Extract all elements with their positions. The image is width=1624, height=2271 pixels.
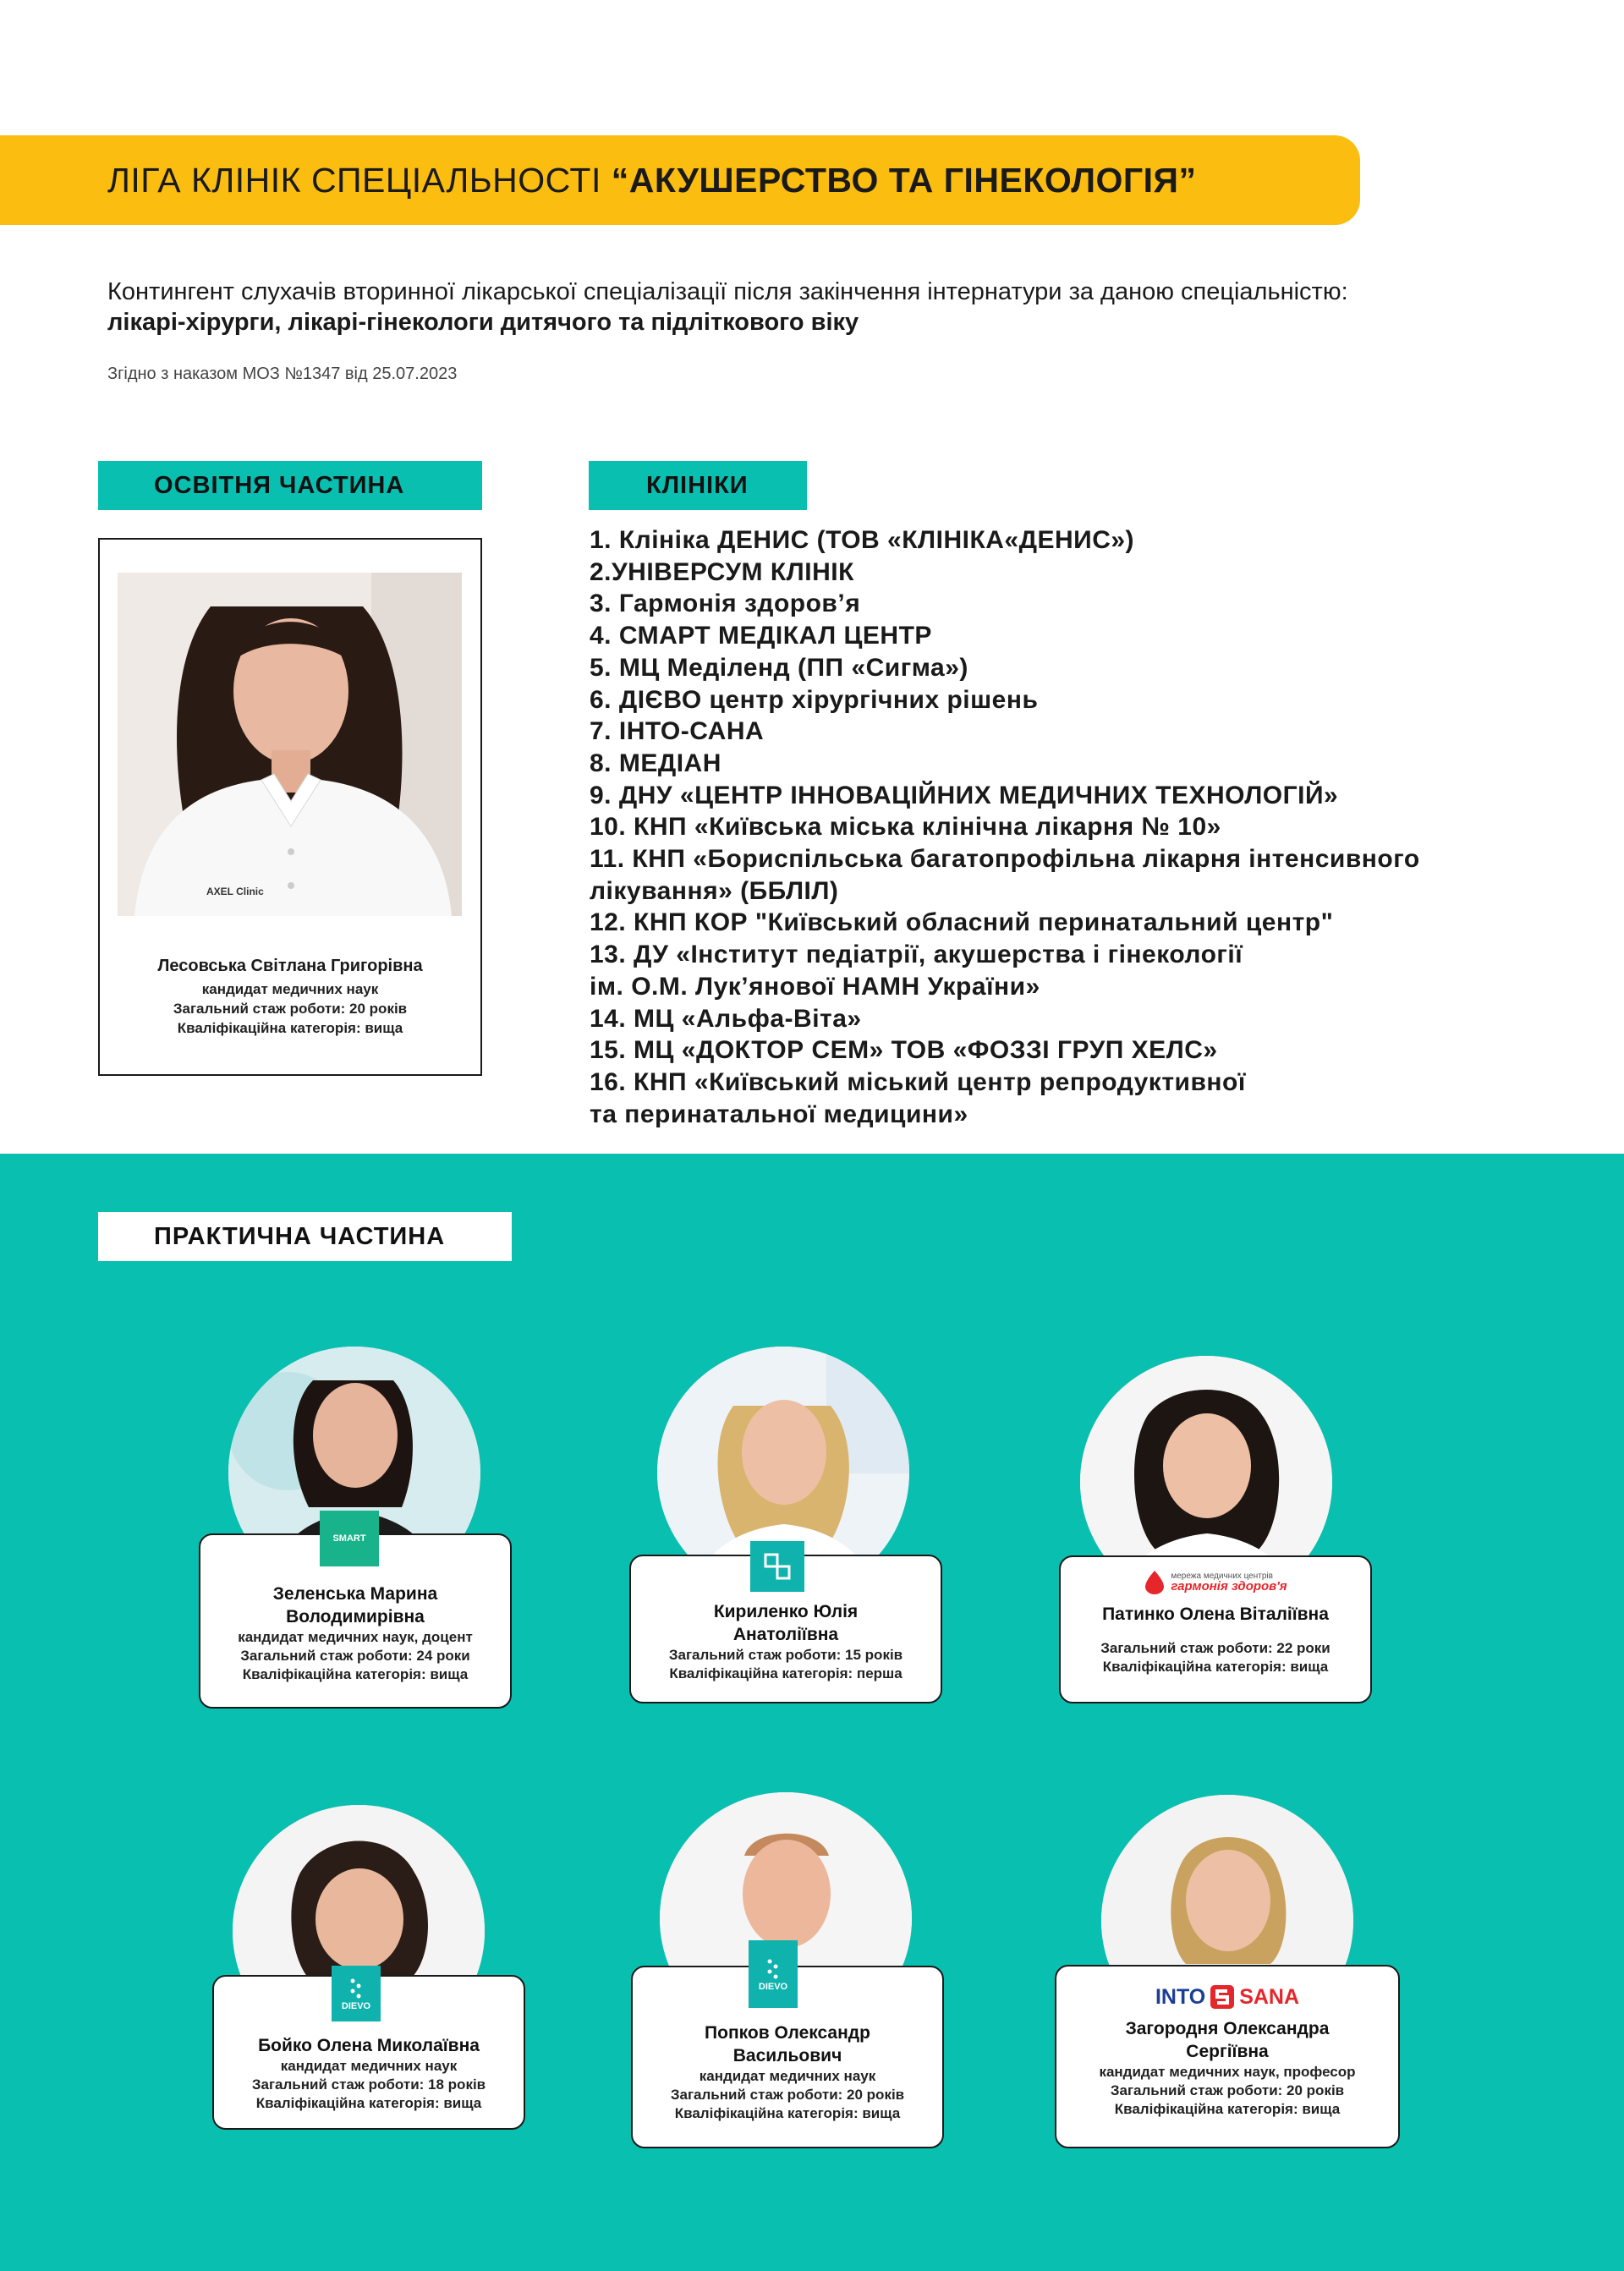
list-item: 4. СМАРТ МЕДІКАЛ ЦЕНТР bbox=[590, 622, 932, 650]
doctor-name: Володимирівна bbox=[286, 1607, 425, 1626]
dievo-logo bbox=[749, 1940, 798, 2008]
doctor-card-3 bbox=[1059, 1555, 1372, 1703]
garmonia-logo-text: гармонія здоров'я bbox=[1171, 1579, 1287, 1594]
dievo-logo-text: DIEVO bbox=[341, 2001, 371, 2011]
doctor-experience: Загальний стаж роботи: 20 років bbox=[1110, 2082, 1345, 2098]
education-doctor-name: Лесовська Світлана Григорівна bbox=[157, 957, 423, 975]
doctor-experience: Загальний стаж роботи: 18 років bbox=[251, 2076, 486, 2093]
list-item: 11. КНП «Бориспільська багатопрофільна лікарня інтенсивного bbox=[590, 845, 1420, 874]
doctor-name: Анатоліївна bbox=[732, 1625, 839, 1644]
list-item: ім. О.М. Лук’янової НАМН України» bbox=[590, 972, 1040, 1001]
doctor-name: Сергіївна bbox=[1186, 2042, 1269, 2061]
doctor-category: Кваліфікаційна категорія: вища bbox=[255, 2095, 482, 2111]
list-item: 13. ДУ «Інститут педіатрії, акушерства і гінекології bbox=[590, 941, 1243, 969]
list-item: 15. МЦ «ДОКТОР СЕМ» ТОВ «ФОЗЗІ ГРУП ХЕЛС» bbox=[590, 1036, 1218, 1065]
doctor-experience: Загальний стаж роботи: 22 роки bbox=[1100, 1640, 1330, 1656]
intosana-logo-text: INTO bbox=[1155, 1984, 1206, 2009]
dievo-logo-icon bbox=[763, 1956, 783, 1982]
doctor-degree: кандидат медичних наук, доцент bbox=[238, 1629, 473, 1645]
doctor-name: Бойко Олена Миколаївна bbox=[258, 2036, 480, 2055]
list-item: 5. МЦ Меділенд (ПП «Сигма») bbox=[590, 653, 968, 682]
order-note: Згідно з наказом МОЗ №1347 від 25.07.2023 bbox=[107, 365, 458, 383]
list-item: лікування» (ББЛІЛ) bbox=[590, 876, 839, 905]
garmonia-logo bbox=[1061, 1569, 1370, 1594]
education-doctor-category: Кваліфікаційна категорія: вища bbox=[177, 1020, 403, 1036]
practical-tag: ПРАКТИЧНА ЧАСТИНА bbox=[98, 1212, 512, 1261]
axel-clinic-logo: AXEL Clinic bbox=[206, 886, 264, 897]
doctor-portrait-icon bbox=[118, 573, 462, 916]
doctor-name: Патинко Олена Віталіївна bbox=[1102, 1605, 1329, 1624]
doctor-name: Зеленська Марина bbox=[272, 1584, 438, 1604]
doctor-card-6 bbox=[1055, 1965, 1400, 2148]
doctor-name: Кириленко Юлія bbox=[713, 1602, 859, 1621]
list-item: 1. Клініка ДЕНИС (ТОВ «КЛІНІКА«ДЕНИС») bbox=[590, 526, 1135, 554]
intosana-logo-icon bbox=[1209, 1983, 1236, 2010]
doctor-name: Попков Олександр bbox=[705, 2023, 870, 2043]
education-photo bbox=[118, 573, 462, 916]
list-item: 16. КНП «Київський міський центр репродуктивної bbox=[590, 1067, 1246, 1096]
list-item: 8. МЕДІАН bbox=[590, 749, 721, 777]
dievo-logo bbox=[332, 1966, 381, 2021]
doctor-category: Кваліфікаційна категорія: вища bbox=[1102, 1659, 1329, 1675]
education-doctor-experience: Загальний стаж роботи: 20 років bbox=[173, 1001, 408, 1017]
smart-logo bbox=[320, 1511, 379, 1566]
clinic-logo bbox=[750, 1541, 804, 1592]
list-item: 10. КНП «Київська міська клінічна лікарня № 10» bbox=[590, 813, 1221, 842]
page-title: ЛІГА КЛІНІК СПЕЦІАЛЬНОСТІ “АКУШЕРСТВО ТА ГІНЕКОЛОГІЯ” bbox=[107, 161, 1197, 200]
list-item: 12. КНП КОР "Київський обласний перинатальний центр" bbox=[590, 908, 1334, 937]
doctor-degree: кандидат медичних наук, професор bbox=[1099, 2064, 1356, 2080]
intosana-logo-text: SANA bbox=[1239, 1984, 1300, 2009]
heart-drop-icon bbox=[1144, 1569, 1166, 1594]
doctor-experience: Загальний стаж роботи: 24 роки bbox=[240, 1648, 470, 1664]
list-item: 6. ДІЄВО центр хірургічних рішень bbox=[590, 685, 1039, 714]
clinics-tag: КЛІНІКИ bbox=[589, 461, 807, 510]
list-item: 3. Гармонія здоров’я bbox=[590, 590, 861, 618]
garmonia-logo-sub: мережа медичних центрів bbox=[1171, 1572, 1273, 1581]
doctor-category: Кваліфікаційна категорія: вища bbox=[242, 1666, 469, 1682]
doctor-degree: кандидат медичних наук bbox=[699, 2068, 876, 2084]
clinic-logo-icon bbox=[760, 1550, 794, 1583]
doctor-name: Васильович bbox=[732, 2046, 842, 2065]
list-item: та перинатальної медицини» bbox=[590, 1100, 968, 1128]
doctor-experience: Загальний стаж роботи: 15 років bbox=[668, 1647, 903, 1663]
list-item: 7. ІНТО-САНА bbox=[590, 717, 765, 746]
clinics-list bbox=[590, 524, 1562, 1130]
doctor-degree: кандидат медичних наук bbox=[280, 2058, 458, 2074]
doctor-category: Кваліфікаційна категорія: вища bbox=[1114, 2101, 1341, 2117]
list-item: 2.УНІВЕРСУМ КЛІНІК bbox=[590, 557, 854, 586]
dievo-logo-text: DIEVO bbox=[758, 1982, 788, 1992]
education-doctor-degree: кандидат медичних наук bbox=[201, 981, 379, 997]
list-item: 9. ДНУ «ЦЕНТР ІННОВАЦІЙНИХ МЕДИЧНИХ ТЕХНОЛОГІЙ» bbox=[590, 781, 1339, 809]
education-tag: ОСВІТНЯ ЧАСТИНА bbox=[98, 461, 482, 510]
doctor-name: Загородня Олександра bbox=[1125, 2019, 1330, 2038]
smart-logo-text: SMART bbox=[332, 1533, 366, 1544]
doctor-category: Кваліфікаційна категорія: вища bbox=[674, 2105, 901, 2121]
doctor-experience: Загальний стаж роботи: 20 років bbox=[670, 2087, 905, 2103]
dievo-logo-icon bbox=[346, 1976, 366, 2001]
list-item: 14. МЦ «Альфа-Віта» bbox=[590, 1004, 862, 1033]
intosana-logo bbox=[1056, 1983, 1398, 2010]
intro-text: Контингент слухачів вторинної лікарської спеціалізації після закінчення інтернатури за даною спеціальністю: лікарі-хірурги, лікарі-гінекологи дитячого та підліткового віку bbox=[107, 278, 1348, 336]
doctor-category: Кваліфікаційна категорія: перша bbox=[669, 1665, 903, 1681]
